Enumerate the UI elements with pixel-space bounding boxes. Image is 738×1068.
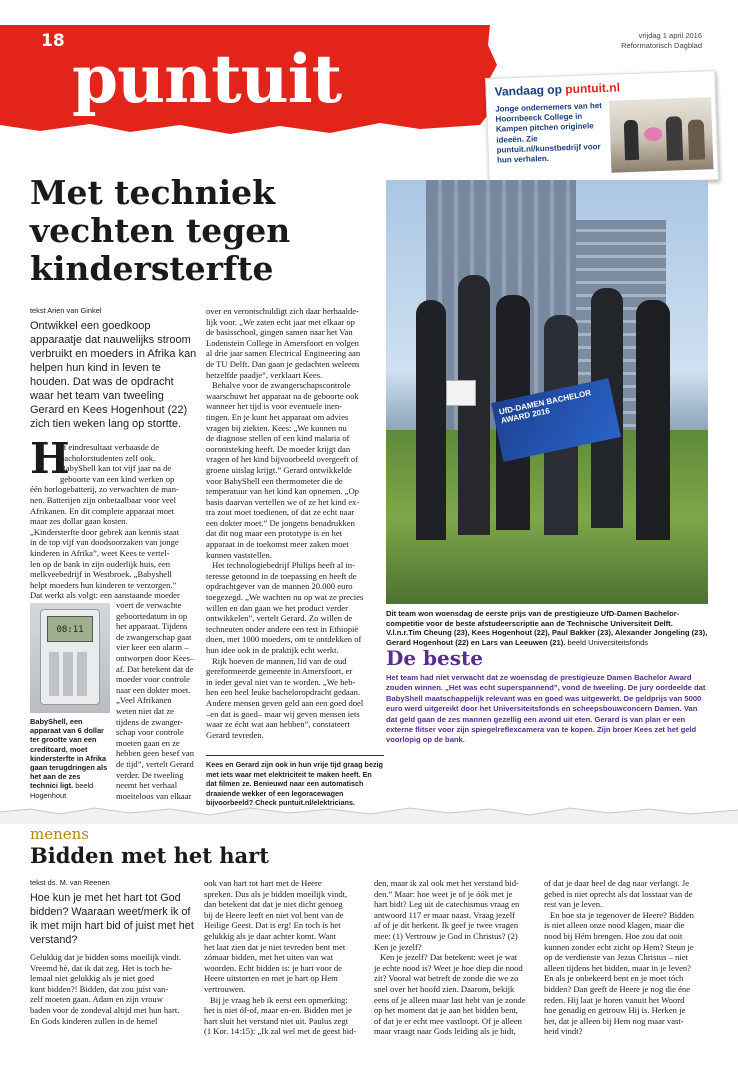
- text-line: techneuten onder andere een test in Ethiopië: [206, 623, 359, 634]
- text-line: al drie jaar samen Electrical Engineering aan: [206, 348, 361, 359]
- text-line: bij de Heere leeft en niet vol bent van de: [204, 909, 344, 920]
- text-line: is niet alleen onze nood klagen, maar die: [544, 920, 685, 931]
- text-line: zelf moeten gaan. Adam en zijn vrouw: [30, 994, 163, 1005]
- text-line: tra zout moet toedienen, of dat ze echt naar: [206, 507, 355, 518]
- article-column-1-side: [116, 600, 204, 801]
- text-line: En hoe sta je tegenover de Heere? Bidden: [550, 909, 694, 920]
- menens-byline: tekst ds. M. van Reenen: [30, 878, 110, 887]
- text-line: zit? Vooral wat betreft de zonde die we zo: [374, 973, 519, 984]
- text-line: Afrikanen. En dit complete apparaat moet: [30, 505, 175, 516]
- text-line: of dat je er echt mee vastloopt. Of je alleen: [374, 1015, 522, 1026]
- text-line: wanneer het tijd is voor eventuele inen-: [206, 401, 343, 412]
- text-line: woorden. Echt bidden is: je hart voor de: [204, 962, 342, 973]
- text-line: toegezegd. „We wachten nu op wat ze precies: [206, 592, 364, 603]
- photo-caption-text: Dit team won woensdag de eerste prijs van de prestigieuze UfD-Damen Bachelor-competitie voor de beste afstudeerscriptie aan de Technische Universiteit Delft. V.l.n.r.Tim Cheung (23), Kees Hogenhout (22), Paul Bakker (23), Alexander Jongeling (23), Gerard Hogenhout (22) en Lars van Leeuwen (21).: [386, 609, 708, 647]
- text-line: Lodenstein College in Amersfoort en volgen: [206, 337, 359, 348]
- text-line: snel over het hoofd zien. Daarom, bekijk: [374, 983, 515, 994]
- text-line: weten niet dat ze: [116, 705, 174, 716]
- text-line: En als je onbekeerd bent en je moet tóch: [544, 973, 684, 984]
- text-line: geboortedatum in op: [116, 610, 188, 621]
- menens-column-1: [30, 952, 200, 1026]
- text-line: melkveebedrijf in Westbroek. „Babyshell: [30, 569, 172, 580]
- text-line: apparaat in de toekomst meer zaken moet: [206, 539, 349, 550]
- text-line: mee: (1) Vertrouw je God in Christus? (2): [374, 930, 518, 941]
- babyshell-photo: [30, 603, 110, 713]
- text-line: moeder voor controle: [116, 674, 190, 685]
- text-line: len op de bank in zijn ouderlijk huis, een: [30, 558, 171, 569]
- text-line: doen, met 1000 moeders, om te ontdekken of: [206, 634, 362, 645]
- article-headline: Met techniek vechten tegen kindersterfte: [30, 173, 291, 288]
- photo-credit: beeld Universiteitsfonds: [567, 637, 649, 647]
- text-line: af of je dit herkent. Ik geef je twee vragen: [374, 920, 519, 931]
- sidebar-de-beste: [386, 646, 708, 746]
- text-line: voor BabyShell een thermometer die de: [206, 475, 343, 486]
- text-line: teresse getoond in de toepassing en heeft de: [206, 570, 357, 581]
- article-lede: Ontwikkel een goedkoop apparaatje dat nauwelijks stroom verbruikt en moeders in Afrika kan helpen hun kind in leven te houden. Dat was de opdracht waar het team van tweeling Gerard en Kees Hogenhout (22) zich tien weken lang op stortte.: [30, 320, 197, 430]
- text-line: kinderen in Afrika”, weet Kees te vertel-: [30, 547, 170, 558]
- text-line: hun idee ook in de praktijk echt werkt.: [206, 645, 339, 655]
- text-line: „Kindersterfte door gebrek aan kennis staat: [30, 526, 180, 537]
- sidebar-heading: De beste: [386, 646, 483, 670]
- text-line: Heere uitstorten en met je hart op Hem: [204, 973, 338, 984]
- photo-caption: [386, 609, 708, 647]
- text-line: spreken. Dus als je bidden moeilijk vindt,: [204, 888, 348, 899]
- device-caption-text: BabyShell, een apparaat van 6 dollar ter grootte van een creditcard, moet kindersterfte in Afrika gaan terugdringen als het aan de zes technici ligt.: [30, 717, 108, 791]
- text-line: de TU Delft. Dan gaan je gedachten weleens: [206, 358, 360, 369]
- text-line: het laat zien dat je niet tevreden bent met: [204, 941, 346, 952]
- text-line: hart bidt? Leg uit de catechismus vraag en: [374, 899, 520, 910]
- menens-column-3: [374, 878, 540, 1037]
- text-line: temperatuur van het kind kan opnemen. „Op: [206, 486, 359, 497]
- sidebar-text: Het team had niet verwacht dat ze woensdag de prestigieuze Damen Bachelor Award zouden winnen. „Het was echt superspannend”, vond de tweeling. De jury oordeelde dat BabyShell maatschappelijk relevant was en goed was uitgewerkt. De geldprijs van 5000 euro werd uitgereikt door het Universiteitsfonds en scheepsbouwconcern Damen. Van dat geld gaan de zes mannen gezellig een avond uit eten. Gerard is van plan er een externe flitser voor zijn spiegelreflexcamera van te kopen. Zijn broer Kees zet het geld voorlopig op de bank.: [386, 673, 706, 745]
- text-line: een dokter moet.” De jongens benadrukken: [206, 517, 355, 528]
- text-line: waar ze écht wat aan hebben”, constateert: [206, 719, 350, 730]
- text-line: oorontsteking heeft. De moeder krijgt dan: [206, 443, 351, 454]
- text-line: het, dat je alleen bij Hem nog maar vast-: [544, 1015, 684, 1026]
- text-line: bidden? Dan geeft de Heere je nog die éne: [544, 983, 691, 994]
- text-line: gereformeerde gemeente in Amersfoort, er: [206, 666, 353, 677]
- text-line: „Veel Afrikanen: [116, 695, 172, 706]
- menens-column-2: [204, 878, 370, 1037]
- section-title: puntuit: [72, 40, 342, 118]
- text-line: dat dit nog maar een prototype is en het: [206, 528, 343, 539]
- text-line: Andere mensen geven geld aan een goed doel: [206, 697, 364, 708]
- text-line: tijdens de zwanger-: [116, 716, 184, 727]
- text-line: de diagnose stellen of een kind malaria of: [206, 433, 350, 444]
- text-line: zómaar bidden, met het uiten van wat: [204, 952, 334, 963]
- article-column-1: [30, 442, 202, 601]
- text-line: nood bij Hém brengen. Hoe zou dat ooit: [544, 930, 683, 941]
- tip-text: Kees en Gerard zijn ook in hun vrije tijd graag bezig met iets waar met elektriciteit te maken heeft. En dat filmen ze. Benieuwd naar een automatisch draaiende wekker of een legoracewagen bijvoorbeeld? Check puntuit.nl/elektricians.: [206, 760, 383, 808]
- text-line: hart sluit het verstand niet uit. Paulus zegt: [204, 1015, 349, 1026]
- promo-title-pre: Vandaag op: [494, 82, 563, 99]
- text-line: neemt het verhaal: [116, 780, 178, 791]
- menens-kicker: menens: [30, 825, 89, 843]
- text-line: vertrouwen.: [204, 983, 246, 994]
- text-line: Vreemd hè, dat ik dat zeg. Het is toch he-: [30, 962, 173, 973]
- text-line: in ieder geval niet van te worden. „We heb-: [206, 676, 356, 687]
- text-line: hebben geen besef van: [116, 748, 195, 759]
- text-line: Gerard tevreden.: [206, 729, 264, 740]
- text-line: bacholorstudenten zelf ook.: [60, 452, 156, 463]
- text-line: hetzelfde paadje”, verklaart Kees.: [206, 369, 323, 380]
- text-line: geboorte van een kind werken op: [60, 473, 175, 484]
- text-line: de basisschool, gingen samen naar het Van: [206, 327, 353, 338]
- text-line: gebed is niet oprecht als dat losstaat van de: [544, 888, 693, 899]
- text-line: ontworpen door Kees–: [116, 652, 195, 663]
- text-line: op het moment dat je aan het bidden bent,: [374, 1005, 518, 1016]
- menens-lede: Hoe kun je met het hart tot God bidden? Waaraan weet/merk ik of ik met mijn hart bid of juist met het verstand?: [30, 892, 194, 946]
- text-line: den, maar ik zal ook met het verstand bid-: [374, 878, 519, 888]
- award-sign-text: UfD-DAMEN BACHELOR AWARD 2016: [498, 388, 592, 426]
- text-line: één horlogebatterij, zo verwachten de man-: [30, 484, 179, 495]
- menens-column-4: [544, 878, 710, 1037]
- text-line: helpt moeders hun kinderen te verzorgen.”: [30, 579, 177, 590]
- promo-text: Jonge ondernemers van het Hoornbeeck College in Kampen pitchen originele ideeën. Zie puntuit.nl/kunstbedrijf voor hun verhalen.: [495, 100, 603, 165]
- text-line: verder. De tweeling: [116, 769, 184, 780]
- text-line: voert de verwachte: [116, 600, 182, 610]
- page-number: 18: [41, 31, 65, 51]
- promo-photo: [609, 97, 713, 173]
- text-line: opdrachtgever van de mannen 20.000 euro: [206, 581, 353, 592]
- text-line: basis daarvan vertellen we of ze het kind ex-: [206, 496, 360, 507]
- text-line: tingen. En je kunt het apparaat om advies: [206, 411, 349, 422]
- text-line: Rijk hoeven de mannen, lid van de oud: [212, 655, 347, 666]
- text-line: Behalve voor de zwangerschapscontrole: [212, 380, 351, 391]
- device-screen: 08:11: [47, 616, 93, 642]
- text-line: rest van je leven.: [544, 899, 603, 910]
- text-line: naar een dokter moet.: [116, 684, 191, 695]
- text-line: lijk voor. „We zaten echt jaar met elkaar op: [206, 316, 355, 327]
- text-line: waarschuwt het apparaat na de geboorte ook: [206, 390, 359, 401]
- text-line: willen en dan gaan we het product verder: [206, 602, 348, 613]
- text-line: Het technologiebedrijf Philips heeft al in-: [212, 560, 355, 571]
- text-line: maar zes dollar gaan kosten.: [30, 516, 128, 527]
- device-credit: beeld Hogenhout: [30, 781, 94, 800]
- text-line: het apparaat. Tijdens: [116, 621, 188, 632]
- text-line: heid vindt?: [544, 1026, 583, 1037]
- dropcap: H: [30, 434, 70, 483]
- text-line: reden. Hij laat je horen vanuit het Woord: [544, 994, 685, 1005]
- text-line: Bij je vraag heb ik eerst een opmerking:: [210, 994, 348, 1005]
- text-line: Ken je jezelf?: [374, 941, 422, 952]
- article-byline: tekst Arien van Ginkel: [30, 306, 102, 315]
- header-date: vrijdag 1 april 2016: [638, 31, 702, 40]
- text-line: Ken je jezelf? Dat betekent: weet je wat: [380, 952, 518, 963]
- text-line: het is niet óf-of, maar en-en. Bidden met je: [204, 1005, 352, 1016]
- menens-headline: Bidden met het hart: [30, 843, 269, 868]
- text-line: Heilige Geest. Dat is erg! En toch is het: [204, 920, 341, 931]
- device-caption: [30, 717, 110, 800]
- text-line: over en verontschuldigt zich daar herhaalde-: [206, 306, 359, 316]
- text-line: ontwikkelen”, vertelt Gerard. Zo willen de: [206, 613, 353, 624]
- text-line: En Gods kinderen zullen in de hemel: [30, 1015, 158, 1026]
- text-line: kunnen vaststellen.: [206, 549, 272, 560]
- text-line: kunt bidden?! Bidden, dat zou juist van-: [30, 983, 169, 994]
- text-line: –en dat is goed– maar wij geven mensen iets: [206, 708, 360, 719]
- promo-title-brand: puntuit.nl: [565, 80, 621, 97]
- text-line: baden voor de zondeval altijd met hun hart.: [30, 1004, 180, 1015]
- team-photo: [386, 180, 708, 604]
- text-line: den.” Maar: hoe weet je of je óók met je: [374, 888, 513, 899]
- text-line: BabyShell kan tot vijf jaar na de: [60, 463, 172, 474]
- text-line: antwoord 117 er maar naast. Vraag jezelf: [374, 909, 515, 920]
- text-line: maar vraagt naar Gods leiding als je bidt,: [374, 1026, 516, 1037]
- text-line: je echte nood is? Weet je hoe diep die nood: [374, 962, 523, 973]
- text-line: ben een heel leuke bacheloropdracht gedaan.: [206, 687, 361, 698]
- text-line: af. Dat betekent dat de: [116, 663, 194, 674]
- promo-box[interactable]: [485, 70, 719, 188]
- text-line: Dat werkt als volgt: een aanstaande moeder: [30, 590, 180, 601]
- text-line: de tijd”, vertelt Gerard: [116, 758, 194, 769]
- text-line: vragen bij ziekten. Kees: „We kunnen nu: [206, 422, 347, 433]
- text-line: lemaal niet gelukkig als je niet goed: [30, 973, 155, 984]
- text-line: moeiteloos van elkaar: [116, 790, 192, 801]
- text-line: (1 Kor. 14:15): „Ik zal wel met de geest bid-: [204, 1026, 357, 1037]
- text-line: eens of je alleen maar last hebt van je zonde: [374, 994, 526, 1005]
- text-line: de zwangerschap gaat: [116, 631, 192, 642]
- text-line: vragen of het kind bijvoorbeeld overgeeft of: [206, 454, 359, 465]
- text-line: nen. Batterijen zijn onbetaalbaar voor veel: [30, 494, 177, 505]
- promo-title: [494, 80, 620, 98]
- article-column-2: [206, 306, 384, 740]
- text-line: et eindresultaat verbaasde de: [60, 442, 160, 452]
- torn-divider: [0, 800, 738, 824]
- text-line: Gelukkig dat je bidden soms moeilijk vindt.: [30, 952, 182, 962]
- text-line: schap voor controle: [116, 727, 184, 738]
- text-line: op de verdienste van Jezus Christus – niet: [544, 952, 688, 963]
- text-line: alleen tijdens het bidden, maar in je leven?: [544, 962, 691, 973]
- text-line: gelukkig als je daar achter komt. Want: [204, 930, 337, 941]
- text-line: of dat je daar heel de dag naar verlangt. Je: [544, 878, 690, 888]
- text-line: vier keer een alarm –: [116, 642, 189, 653]
- text-line: groene uitslag krijgt.” Gerard ontwikkelde: [206, 464, 352, 475]
- text-line: ook van hart tot hart met de Heere: [204, 878, 322, 888]
- text-line: hoe genadig en getrouw Hij is. Herken je: [544, 1005, 686, 1016]
- header-paper: Reformatorisch Dagblad: [621, 41, 702, 50]
- text-line: moeten gaan en ze: [116, 737, 180, 748]
- text-line: dan betekent dat dat je niet dicht genoeg: [204, 899, 343, 910]
- text-line: in de top vijf van doodsoorzaken van jonge: [30, 537, 179, 548]
- text-line: kunnen zonder echt zicht op Hem? Steun je: [544, 941, 694, 952]
